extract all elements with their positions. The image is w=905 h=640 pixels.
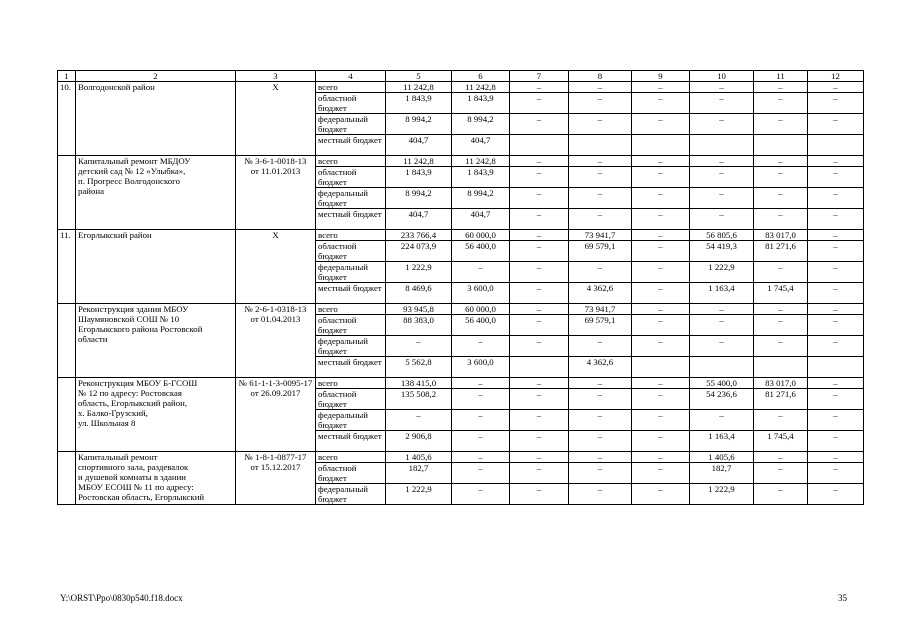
amount-cell: 93 945,8 [386, 304, 452, 315]
amount-cell: 88 383,0 [386, 315, 452, 336]
amount-cell [632, 135, 690, 156]
amount-cell [808, 135, 864, 156]
amount-cell [690, 135, 754, 156]
column-number: 3 [236, 71, 316, 82]
amount-cell: 1 405,6 [386, 452, 452, 463]
amount-cell: – [569, 188, 632, 209]
column-number-row [58, 71, 864, 82]
amount-cell: – [808, 156, 864, 167]
amount-cell: – [632, 315, 690, 336]
amount-cell: – [632, 304, 690, 315]
amount-cell: – [569, 209, 632, 230]
amount-cell: 182,7 [386, 463, 452, 484]
funding-source: областной бюджет [316, 167, 386, 188]
amount-cell: – [569, 114, 632, 135]
amount-cell: – [386, 336, 452, 357]
amount-cell: 55 400,0 [690, 378, 754, 389]
amount-cell: 11 242,8 [386, 82, 452, 93]
amount-cell: – [690, 304, 754, 315]
amount-cell: – [808, 431, 864, 452]
funding-source: федеральный бюджет [316, 336, 386, 357]
amount-cell: – [808, 188, 864, 209]
amount-cell: – [632, 167, 690, 188]
amount-cell: – [754, 452, 808, 463]
amount-cell: – [808, 93, 864, 114]
amount-cell: – [452, 484, 510, 505]
funding-source: всего [316, 230, 386, 241]
column-number: 2 [76, 71, 236, 82]
amount-cell: – [452, 336, 510, 357]
amount-cell: – [452, 262, 510, 283]
amount-cell: – [754, 463, 808, 484]
amount-cell: – [754, 336, 808, 357]
funding-source: местный бюджет [316, 135, 386, 156]
amount-cell: – [510, 452, 569, 463]
amount-cell: – [754, 167, 808, 188]
amount-cell [510, 135, 569, 156]
amount-cell: – [632, 283, 690, 304]
amount-cell: – [690, 82, 754, 93]
row-number: 10. [58, 82, 76, 156]
amount-cell: – [808, 336, 864, 357]
object-name: Реконструкция МБОУ Б-ГСОШ № 12 по адресу: Ростовская область, Егорлыкский район, х. Балко-Грузский, ул. Школьная 8 [76, 378, 236, 452]
column-number: 8 [569, 71, 632, 82]
funding-source: всего [316, 452, 386, 463]
row-number [58, 304, 76, 378]
amount-cell: – [754, 82, 808, 93]
amount-cell: 83 017,0 [754, 378, 808, 389]
amount-cell [808, 357, 864, 378]
amount-cell: 4 362,6 [569, 283, 632, 304]
amount-cell: 4 362,6 [569, 357, 632, 378]
amount-cell: 11 242,8 [386, 156, 452, 167]
funding-source: местный бюджет [316, 283, 386, 304]
amount-cell: – [569, 262, 632, 283]
amount-cell: 135 508,2 [386, 389, 452, 410]
amount-cell: 138 415,0 [386, 378, 452, 389]
amount-cell: – [510, 315, 569, 336]
amount-cell: – [510, 283, 569, 304]
amount-cell: 182,7 [690, 463, 754, 484]
row-number [58, 452, 76, 505]
amount-cell [754, 135, 808, 156]
amount-cell: 3 600,0 [452, 357, 510, 378]
object-name: Капитальный ремонт МБДОУ детский сад № 12 «Улыбка», п. Прогресс Волгодонского района [76, 156, 236, 230]
amount-cell: – [690, 188, 754, 209]
funding-source: федеральный бюджет [316, 484, 386, 505]
amount-cell: 1 745,4 [754, 431, 808, 452]
amount-cell: – [808, 389, 864, 410]
table-row [58, 452, 864, 463]
amount-cell: – [510, 82, 569, 93]
amount-cell: – [569, 484, 632, 505]
amount-cell: 1 163,4 [690, 283, 754, 304]
amount-cell: – [632, 389, 690, 410]
column-number: 4 [316, 71, 386, 82]
amount-cell: 1 745,4 [754, 283, 808, 304]
amount-cell: – [510, 93, 569, 114]
funding-source: всего [316, 304, 386, 315]
table-row [58, 304, 864, 315]
amount-cell: 8 994,2 [452, 188, 510, 209]
amount-cell: – [510, 304, 569, 315]
budget-table [57, 70, 864, 505]
amount-cell: – [808, 452, 864, 463]
amount-cell: – [452, 431, 510, 452]
amount-cell: 1 222,9 [386, 484, 452, 505]
column-number: 9 [632, 71, 690, 82]
amount-cell: – [510, 463, 569, 484]
amount-cell: – [632, 262, 690, 283]
amount-cell: – [808, 114, 864, 135]
amount-cell: – [632, 378, 690, 389]
object-name: Капитальный ремонт спортивного зала, раздевалок и душевой комнаты в здании МБОУ ЕСОШ № 11 по адресу: Ростовская область, Егорлыкский [76, 452, 236, 505]
column-number: 5 [386, 71, 452, 82]
amount-cell: – [808, 315, 864, 336]
amount-cell: – [808, 378, 864, 389]
document-number: № 1-8-1-0877-17 от 15.12.2017 [236, 452, 316, 505]
amount-cell: – [690, 410, 754, 431]
amount-cell: – [632, 463, 690, 484]
amount-cell: – [632, 452, 690, 463]
amount-cell: – [569, 463, 632, 484]
amount-cell: – [808, 209, 864, 230]
amount-cell: – [569, 336, 632, 357]
amount-cell: – [632, 93, 690, 114]
amount-cell: – [452, 378, 510, 389]
amount-cell [632, 357, 690, 378]
amount-cell: – [754, 156, 808, 167]
amount-cell: 56 400,0 [452, 241, 510, 262]
amount-cell: 69 579,1 [569, 241, 632, 262]
amount-cell: – [754, 93, 808, 114]
amount-cell: 83 017,0 [754, 230, 808, 241]
amount-cell: – [569, 82, 632, 93]
amount-cell: – [808, 241, 864, 262]
amount-cell: 1 222,9 [690, 262, 754, 283]
amount-cell: 54 419,3 [690, 241, 754, 262]
amount-cell [510, 357, 569, 378]
amount-cell: – [632, 484, 690, 505]
object-name: Реконструкция здания МБОУ Шаумяновской СОШ № 10 Егорлыкского района Ростовской области [76, 304, 236, 378]
amount-cell: – [808, 262, 864, 283]
amount-cell: 69 579,1 [569, 315, 632, 336]
amount-cell: 60 000,0 [452, 230, 510, 241]
funding-source: всего [316, 82, 386, 93]
amount-cell: 224 073,9 [386, 241, 452, 262]
amount-cell: 8 994,2 [452, 114, 510, 135]
column-number: 7 [510, 71, 569, 82]
amount-cell: – [452, 452, 510, 463]
amount-cell: – [510, 262, 569, 283]
amount-cell: 404,7 [452, 209, 510, 230]
amount-cell: – [754, 262, 808, 283]
amount-cell: – [754, 315, 808, 336]
row-number [58, 156, 76, 230]
amount-cell: – [754, 304, 808, 315]
funding-source: областной бюджет [316, 93, 386, 114]
amount-cell: – [808, 463, 864, 484]
amount-cell: – [510, 230, 569, 241]
amount-cell: – [510, 378, 569, 389]
funding-source: местный бюджет [316, 209, 386, 230]
amount-cell: – [690, 93, 754, 114]
amount-cell: – [569, 452, 632, 463]
amount-cell: – [510, 389, 569, 410]
amount-cell: – [808, 167, 864, 188]
amount-cell: – [632, 336, 690, 357]
amount-cell: – [690, 114, 754, 135]
amount-cell: 5 562,8 [386, 357, 452, 378]
amount-cell: 73 941,7 [569, 304, 632, 315]
document-number: Х [236, 82, 316, 156]
amount-cell: 11 242,8 [452, 82, 510, 93]
amount-cell: – [510, 167, 569, 188]
amount-cell: 1 222,9 [386, 262, 452, 283]
amount-cell: 8 469,6 [386, 283, 452, 304]
amount-cell: – [632, 241, 690, 262]
table-row [58, 230, 864, 241]
column-number: 12 [808, 71, 864, 82]
amount-cell: – [632, 114, 690, 135]
amount-cell: 404,7 [452, 135, 510, 156]
funding-source: федеральный бюджет [316, 262, 386, 283]
amount-cell: 73 941,7 [569, 230, 632, 241]
funding-source: областной бюджет [316, 315, 386, 336]
file-path: Y:\ORST\Ppo\0830p540.f18.docx [60, 593, 183, 603]
amount-cell: 60 000,0 [452, 304, 510, 315]
object-name: Волгодонской район [76, 82, 236, 156]
funding-source: областной бюджет [316, 389, 386, 410]
amount-cell: – [632, 431, 690, 452]
column-number: 10 [690, 71, 754, 82]
funding-source: областной бюджет [316, 463, 386, 484]
amount-cell: – [510, 410, 569, 431]
amount-cell: 1 405,6 [690, 452, 754, 463]
amount-cell: 404,7 [386, 135, 452, 156]
amount-cell: – [632, 156, 690, 167]
funding-source: федеральный бюджет [316, 410, 386, 431]
row-number [58, 378, 76, 452]
column-number: 6 [452, 71, 510, 82]
table-row [58, 156, 864, 167]
amount-cell: 8 994,2 [386, 114, 452, 135]
amount-cell: – [569, 389, 632, 410]
amount-cell: – [754, 188, 808, 209]
funding-source: местный бюджет [316, 431, 386, 452]
amount-cell: – [510, 336, 569, 357]
amount-cell: – [808, 484, 864, 505]
amount-cell: – [510, 188, 569, 209]
amount-cell: – [808, 283, 864, 304]
amount-cell: – [808, 230, 864, 241]
amount-cell: – [510, 114, 569, 135]
amount-cell: – [452, 389, 510, 410]
amount-cell: – [754, 484, 808, 505]
amount-cell: – [632, 230, 690, 241]
funding-source: федеральный бюджет [316, 188, 386, 209]
amount-cell: – [510, 209, 569, 230]
amount-cell: 233 766,4 [386, 230, 452, 241]
amount-cell: 1 843,9 [452, 167, 510, 188]
amount-cell: – [569, 378, 632, 389]
amount-cell: – [386, 410, 452, 431]
amount-cell: 1 843,9 [386, 167, 452, 188]
amount-cell: – [690, 156, 754, 167]
funding-source: местный бюджет [316, 357, 386, 378]
amount-cell: – [690, 336, 754, 357]
amount-cell: 56 805,6 [690, 230, 754, 241]
amount-cell: – [632, 209, 690, 230]
amount-cell: – [808, 410, 864, 431]
amount-cell: – [754, 410, 808, 431]
amount-cell: 81 271,6 [754, 389, 808, 410]
amount-cell: 1 222,9 [690, 484, 754, 505]
amount-cell: – [510, 484, 569, 505]
amount-cell [690, 357, 754, 378]
column-number: 1 [58, 71, 76, 82]
amount-cell: – [452, 410, 510, 431]
amount-cell: – [754, 209, 808, 230]
document-number: № 2-6-1-0318-13 от 01.04.2013 [236, 304, 316, 378]
page-number: 35 [838, 593, 847, 603]
amount-cell: – [569, 156, 632, 167]
funding-source: федеральный бюджет [316, 114, 386, 135]
amount-cell: – [632, 82, 690, 93]
amount-cell: – [569, 167, 632, 188]
amount-cell: – [690, 315, 754, 336]
document-number: Х [236, 230, 316, 304]
amount-cell [754, 357, 808, 378]
amount-cell: 2 906,8 [386, 431, 452, 452]
amount-cell: 54 236,6 [690, 389, 754, 410]
object-name: Егорлыкский район [76, 230, 236, 304]
amount-cell: – [510, 431, 569, 452]
amount-cell: – [510, 156, 569, 167]
table-row [58, 378, 864, 389]
column-number: 11 [754, 71, 808, 82]
amount-cell: – [632, 410, 690, 431]
amount-cell: 11 242,8 [452, 156, 510, 167]
document-number: № 61-1-1-3-0095-17 от 26.09.2017 [236, 378, 316, 452]
amount-cell: – [690, 209, 754, 230]
amount-cell [569, 135, 632, 156]
amount-cell: – [569, 431, 632, 452]
table-row [58, 82, 864, 93]
amount-cell: 8 994,2 [386, 188, 452, 209]
amount-cell: – [690, 167, 754, 188]
amount-cell: 1 843,9 [452, 93, 510, 114]
funding-source: областной бюджет [316, 241, 386, 262]
amount-cell: – [569, 93, 632, 114]
row-number: 11. [58, 230, 76, 304]
amount-cell: – [569, 410, 632, 431]
amount-cell: – [632, 188, 690, 209]
amount-cell: – [808, 82, 864, 93]
document-number: № 3-6-1-0018-13 от 11.01.2013 [236, 156, 316, 230]
amount-cell: 81 271,6 [754, 241, 808, 262]
funding-source: всего [316, 156, 386, 167]
amount-cell: 3 600,0 [452, 283, 510, 304]
amount-cell: – [510, 241, 569, 262]
amount-cell: 56 400,0 [452, 315, 510, 336]
funding-source: всего [316, 378, 386, 389]
amount-cell: 1 843,9 [386, 93, 452, 114]
amount-cell: 404,7 [386, 209, 452, 230]
amount-cell: – [452, 463, 510, 484]
amount-cell: – [808, 304, 864, 315]
amount-cell: – [754, 114, 808, 135]
amount-cell: 1 163,4 [690, 431, 754, 452]
